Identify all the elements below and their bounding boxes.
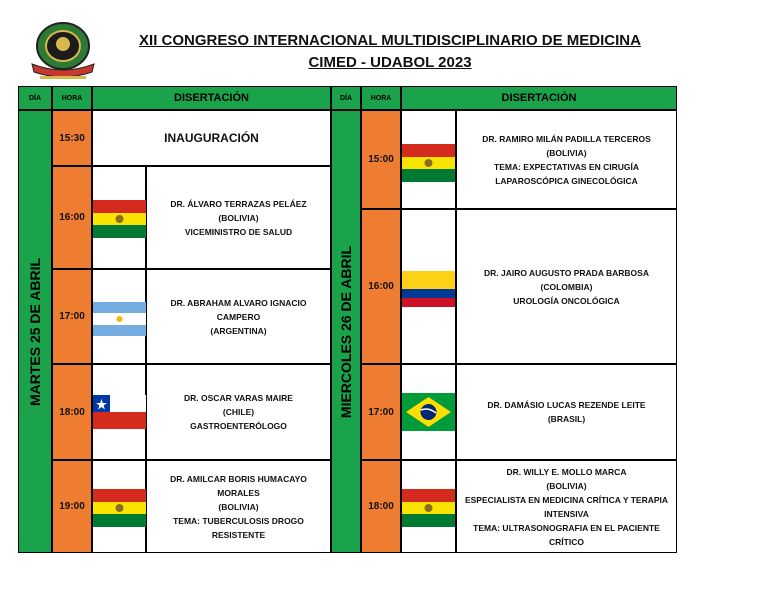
session-line: DR. OSCAR VARAS MAIRE xyxy=(184,393,293,403)
session-line: TEMA: EXPECTATIVAS EN CIRUGÍA xyxy=(494,161,639,172)
session-line: DR. JAIRO AUGUSTO PRADA BARBOSA xyxy=(484,267,649,278)
session-line: DR. RAMIRO MILÁN PADILLA TERCEROS xyxy=(482,133,651,144)
session-line: (BOLIVIA) xyxy=(546,147,587,158)
session-line: (CHILE) xyxy=(222,407,255,417)
session-line: (BOLIVIA) xyxy=(546,480,587,491)
session-line: INAUGURACIÓN xyxy=(164,131,259,145)
bolivia-flag xyxy=(93,489,146,527)
session-line: (BOLIVIA) xyxy=(218,501,259,512)
udabol-logo xyxy=(26,20,100,80)
day1-session-3 xyxy=(146,269,331,364)
session-line: GASTROENTERÓLOGO xyxy=(190,421,287,431)
session-line: RESISTENTE xyxy=(211,529,266,540)
day2-time-1: 15:00 xyxy=(361,110,401,209)
day2-time-3: 17:00 xyxy=(361,364,401,460)
hour-column-header: HORA xyxy=(52,86,92,110)
day1-session-4 xyxy=(146,364,331,460)
talk-column-header: DISERTACIÓN xyxy=(92,86,331,110)
session-line: CRÍTICO xyxy=(549,536,584,547)
day2-flag-cell-1 xyxy=(401,110,456,209)
day1-time-5: 19:00 xyxy=(52,460,92,553)
day2-time-4: 18:00 xyxy=(361,460,401,553)
day1-time-1: 15:30 xyxy=(52,110,92,166)
day1-flag-cell-5 xyxy=(92,460,146,553)
day1-time-3: 17:00 xyxy=(52,269,92,364)
day1-label: MARTES 25 DE ABRIL xyxy=(27,257,43,406)
day2-label: MIERCOLES 26 DE ABRIL xyxy=(338,245,355,418)
day2-time-2: 16:00 xyxy=(361,209,401,364)
day1-flag-cell-3 xyxy=(92,269,146,364)
bolivia-flag xyxy=(402,489,455,527)
day2-session-2 xyxy=(456,209,677,364)
day1-session-5 xyxy=(146,460,331,553)
session-line: CAMPERO xyxy=(216,311,261,322)
session-line: (ARGENTINA) xyxy=(210,325,267,336)
page-title: XII CONGRESO INTERNACIONAL MULTIDISCIPLINARIO DE MEDICINA xyxy=(139,32,641,49)
argentina-flag xyxy=(93,300,146,338)
session-line: DR. AMILCAR BORIS HUMACAYO xyxy=(170,473,307,484)
chile-flag xyxy=(93,393,146,431)
day1-flag-cell-4 xyxy=(92,364,146,460)
day2-flag-cell-3 xyxy=(401,364,456,460)
session-line: TEMA: TUBERCULOSIS DROGO xyxy=(173,515,304,526)
session-line: (BRASIL) xyxy=(547,414,586,424)
bolivia-flag xyxy=(93,200,146,238)
session-line: DR. WILLY E. MOLLO MARCA xyxy=(506,466,627,477)
session-line: VICEMINISTRO DE SALUD xyxy=(184,226,293,237)
session-line: (BOLIVIA) xyxy=(218,212,259,223)
day1-session-2 xyxy=(146,166,331,269)
session-line: DR. ABRAHAM ALVARO IGNACIO xyxy=(170,297,307,308)
session-line: (COLOMBIA) xyxy=(540,281,593,292)
page-subtitle: CIMED - UDABOL 2023 xyxy=(308,54,472,71)
day1-session-1 xyxy=(92,110,331,166)
day1-time-2: 16:00 xyxy=(52,166,92,269)
session-line: UROLOGÍA ONCOLÓGICA xyxy=(513,295,620,306)
hour-column-header-2: HORA xyxy=(361,86,401,110)
session-line: ESPECIALISTA EN MEDICINA CRÍTICA Y TERAPIA xyxy=(464,494,669,505)
day2-label-cell xyxy=(331,110,361,553)
day-column-header: DÍA xyxy=(18,86,52,110)
day1-label-cell xyxy=(18,110,52,553)
bolivia-flag xyxy=(402,144,455,182)
day2-flag-cell-2 xyxy=(401,209,456,364)
brazil-flag xyxy=(402,393,455,431)
day-column-header-2: DÍA xyxy=(331,86,361,110)
session-line: LAPAROSCÓPICA GINECOLÓGICA xyxy=(495,175,638,186)
colombia-flag xyxy=(402,270,455,308)
day2-session-1 xyxy=(456,110,677,209)
talk-column-header-2: DISERTACIÓN xyxy=(401,86,677,110)
day1-time-4: 18:00 xyxy=(52,364,92,460)
session-line: MORALES xyxy=(217,487,260,498)
day1-flag-cell-2 xyxy=(92,166,146,269)
day2-session-3 xyxy=(456,364,677,460)
day2-flag-cell-4 xyxy=(401,460,456,553)
session-line: TEMA: ULTRASONOGRAFIA EN EL PACIENTE xyxy=(473,522,660,533)
session-line: DR. DAMÁSIO LUCAS REZENDE LEITE xyxy=(487,400,646,410)
session-line: DR. ÁLVARO TERRAZAS PELÁEZ xyxy=(170,198,307,209)
session-line: INTENSIVA xyxy=(544,508,589,519)
day2-session-4 xyxy=(456,460,677,553)
